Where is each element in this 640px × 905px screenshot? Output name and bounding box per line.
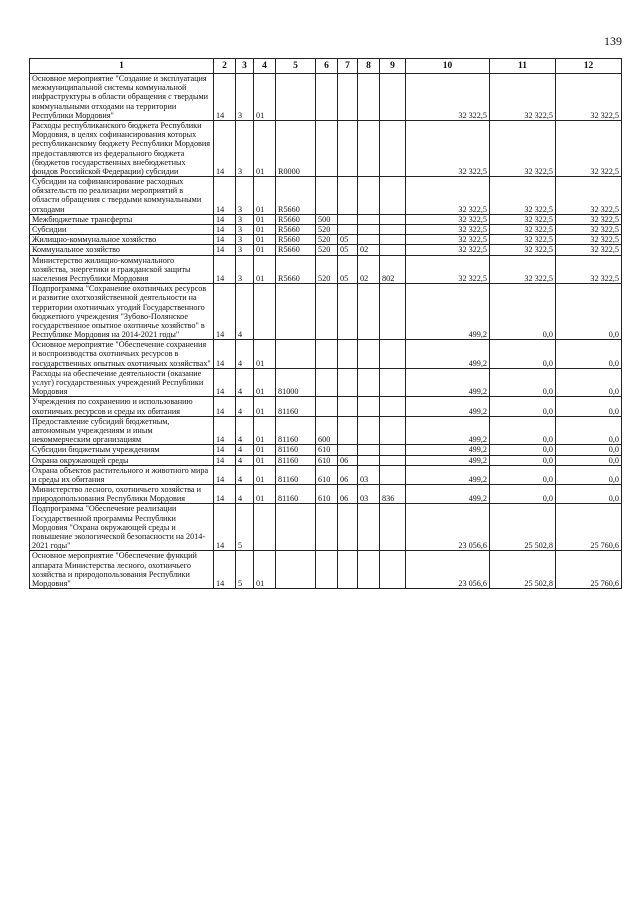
- cell-col-8: [358, 416, 380, 445]
- table-row: [30, 397, 622, 416]
- cell-col-9: [380, 416, 406, 445]
- cell-col-4: 01: [254, 455, 276, 465]
- cell-col-11: 0,0: [490, 445, 556, 455]
- cell-col-8: 02: [358, 255, 380, 284]
- row-description: Расходы республиканского бюджета Республики Мордовия, в целях софинансирования которых республиканскому бюджету Республики Мордовия предоставляются из федерального бюджета (бюджетов государственных внебюджетных фондов Российской Федерации) субсидии: [30, 120, 214, 176]
- cell-col-6: 520: [316, 255, 338, 284]
- row-description: Предоставление субсидий бюджетным, автономным учреждениям и иным некоммерческим организациям: [30, 416, 214, 445]
- table-row: [30, 255, 622, 284]
- cell-col-7: [338, 74, 358, 121]
- column-header: 2: [214, 59, 236, 74]
- cell-col-5: R5660: [276, 214, 316, 224]
- cell-col-6: 610: [316, 485, 338, 504]
- cell-col-7: [338, 225, 358, 235]
- cell-col-2: 14: [214, 397, 236, 416]
- cell-col-8: [358, 445, 380, 455]
- cell-col-8: 03: [358, 485, 380, 504]
- column-header: 11: [490, 59, 556, 74]
- cell-col-8: [358, 177, 380, 215]
- cell-col-5: R5660: [276, 225, 316, 235]
- cell-col-4: 01: [254, 416, 276, 445]
- cell-col-4: 01: [254, 120, 276, 176]
- cell-col-5: 81000: [276, 368, 316, 397]
- cell-col-11: 25 502,8: [490, 504, 556, 551]
- cell-col-7: [338, 340, 358, 369]
- cell-col-4: 01: [254, 368, 276, 397]
- cell-col-6: [316, 284, 338, 340]
- table-row: [30, 340, 622, 369]
- cell-col-4: 01: [254, 465, 276, 484]
- cell-col-3: 5: [236, 551, 254, 589]
- cell-col-5: [276, 340, 316, 369]
- cell-col-5: R5660: [276, 235, 316, 245]
- table-row: [30, 368, 622, 397]
- cell-col-6: 520: [316, 225, 338, 235]
- cell-col-11: 0,0: [490, 397, 556, 416]
- cell-col-8: [358, 284, 380, 340]
- column-header: 3: [236, 59, 254, 74]
- cell-col-8: [358, 214, 380, 224]
- cell-col-4: [254, 504, 276, 551]
- cell-col-2: 14: [214, 120, 236, 176]
- cell-col-10: 32 322,5: [406, 245, 490, 255]
- cell-col-12: 0,0: [556, 485, 622, 504]
- table-row: [30, 284, 622, 340]
- cell-col-7: 05: [338, 235, 358, 245]
- cell-col-12: 32 322,5: [556, 74, 622, 121]
- cell-col-8: [358, 225, 380, 235]
- cell-col-4: 01: [254, 397, 276, 416]
- cell-col-2: 14: [214, 445, 236, 455]
- cell-col-12: 0,0: [556, 368, 622, 397]
- page-number: 139: [604, 34, 622, 48]
- cell-col-6: [316, 120, 338, 176]
- cell-col-6: 520: [316, 245, 338, 255]
- cell-col-9: [380, 245, 406, 255]
- cell-col-5: [276, 504, 316, 551]
- cell-col-7: 05: [338, 245, 358, 255]
- cell-col-5: 81160: [276, 465, 316, 484]
- cell-col-4: 01: [254, 177, 276, 215]
- cell-col-10: 32 322,5: [406, 120, 490, 176]
- row-description: Субсидии: [30, 225, 214, 235]
- cell-col-7: [338, 284, 358, 340]
- cell-col-6: [316, 340, 338, 369]
- cell-col-3: 4: [236, 340, 254, 369]
- cell-col-12: 32 322,5: [556, 245, 622, 255]
- cell-col-3: 4: [236, 465, 254, 484]
- cell-col-11: 32 322,5: [490, 245, 556, 255]
- cell-col-9: [380, 214, 406, 224]
- table-header-row: [30, 59, 622, 74]
- cell-col-6: [316, 368, 338, 397]
- row-description: Министерство жилищно-коммунального хозяйства, энергетики и гражданской защиты населения Республики Мордовия: [30, 255, 214, 284]
- cell-col-12: 0,0: [556, 284, 622, 340]
- cell-col-12: 32 322,5: [556, 235, 622, 245]
- row-description: Министерство лесного, охотничьего хозяйства и природопользования Республики Мордовия: [30, 485, 214, 504]
- cell-col-11: 0,0: [490, 455, 556, 465]
- cell-col-7: [338, 551, 358, 589]
- cell-col-10: 499,2: [406, 368, 490, 397]
- cell-col-10: 499,2: [406, 284, 490, 340]
- cell-col-11: 0,0: [490, 465, 556, 484]
- cell-col-11: 32 322,5: [490, 177, 556, 215]
- cell-col-10: 499,2: [406, 485, 490, 504]
- cell-col-2: 14: [214, 214, 236, 224]
- cell-col-3: 3: [236, 74, 254, 121]
- cell-col-11: 32 322,5: [490, 235, 556, 245]
- cell-col-2: 14: [214, 485, 236, 504]
- table-row: [30, 551, 622, 589]
- table-row: [30, 214, 622, 224]
- cell-col-6: 610: [316, 465, 338, 484]
- cell-col-4: 01: [254, 74, 276, 121]
- cell-col-11: 25 502,8: [490, 551, 556, 589]
- table-row: [30, 455, 622, 465]
- cell-col-10: 499,2: [406, 465, 490, 484]
- cell-col-2: 14: [214, 225, 236, 235]
- cell-col-10: 499,2: [406, 416, 490, 445]
- cell-col-4: 01: [254, 225, 276, 235]
- cell-col-8: [358, 504, 380, 551]
- cell-col-12: 32 322,5: [556, 255, 622, 284]
- row-description: Жилищно-коммунальное хозяйство: [30, 235, 214, 245]
- cell-col-4: 01: [254, 214, 276, 224]
- cell-col-12: 25 760,6: [556, 504, 622, 551]
- table-body: [30, 74, 622, 589]
- cell-col-3: 5: [236, 504, 254, 551]
- row-description: Основное мероприятие "Создание и эксплуатация межмуниципальной системы коммунальной инфраструктуры в области обращения с твердыми коммунальными отходами на территории Республики Мордовия": [30, 74, 214, 121]
- cell-col-12: 0,0: [556, 416, 622, 445]
- cell-col-12: 0,0: [556, 445, 622, 455]
- column-header: 5: [276, 59, 316, 74]
- cell-col-11: 0,0: [490, 485, 556, 504]
- cell-col-4: 01: [254, 485, 276, 504]
- cell-col-2: 14: [214, 455, 236, 465]
- cell-col-9: [380, 235, 406, 245]
- cell-col-9: [380, 504, 406, 551]
- cell-col-6: [316, 177, 338, 215]
- cell-col-6: [316, 551, 338, 589]
- cell-col-3: 3: [236, 245, 254, 255]
- cell-col-11: 0,0: [490, 368, 556, 397]
- cell-col-9: [380, 177, 406, 215]
- table-row: [30, 177, 622, 215]
- row-description: Охрана объектов растительного и животного мира и среды их обитания: [30, 465, 214, 484]
- cell-col-7: [338, 445, 358, 455]
- cell-col-5: R5660: [276, 255, 316, 284]
- cell-col-9: [380, 397, 406, 416]
- cell-col-3: 4: [236, 416, 254, 445]
- column-header: 4: [254, 59, 276, 74]
- column-header: 1: [30, 59, 214, 74]
- table-row: [30, 120, 622, 176]
- cell-col-10: 23 056,6: [406, 504, 490, 551]
- column-header: 10: [406, 59, 490, 74]
- cell-col-11: 32 322,5: [490, 120, 556, 176]
- cell-col-11: 0,0: [490, 340, 556, 369]
- cell-col-5: 81160: [276, 455, 316, 465]
- cell-col-3: 3: [236, 214, 254, 224]
- row-description: Расходы на обеспечение деятельности (оказание услуг) государственных учреждений Республики Мордовия: [30, 368, 214, 397]
- column-header: 6: [316, 59, 338, 74]
- cell-col-8: [358, 235, 380, 245]
- row-description: Подпрограмма "Сохранение охотничьих ресурсов и развитие охотхозяйственной деятельности на территории охотничьих угодий Государственного бюджетного учреждения "Зубово-Полянское государственное опытное охотничье хозяйство" в Республике Мордовия на 2014-2021 годы": [30, 284, 214, 340]
- cell-col-6: 610: [316, 445, 338, 455]
- cell-col-9: [380, 465, 406, 484]
- cell-col-2: 14: [214, 284, 236, 340]
- table-row: [30, 485, 622, 504]
- cell-col-4: 01: [254, 445, 276, 455]
- cell-col-10: 32 322,5: [406, 214, 490, 224]
- cell-col-3: 3: [236, 225, 254, 235]
- cell-col-11: 32 322,5: [490, 225, 556, 235]
- cell-col-7: 06: [338, 485, 358, 504]
- cell-col-4: [254, 284, 276, 340]
- cell-col-8: [358, 455, 380, 465]
- cell-col-8: [358, 397, 380, 416]
- cell-col-2: 14: [214, 235, 236, 245]
- cell-col-8: [358, 368, 380, 397]
- cell-col-10: 32 322,5: [406, 74, 490, 121]
- cell-col-2: 14: [214, 368, 236, 397]
- row-description: Коммунальное хозяйство: [30, 245, 214, 255]
- cell-col-2: 14: [214, 504, 236, 551]
- cell-col-7: [338, 504, 358, 551]
- cell-col-6: [316, 74, 338, 121]
- cell-col-7: 06: [338, 465, 358, 484]
- cell-col-2: 14: [214, 255, 236, 284]
- row-description: Подпрограмма "Обеспечение реализации Государственной программы Республики Мордовия "Охрана окружающей среды и повышение экологической безопасности на 2014-2021 годы": [30, 504, 214, 551]
- cell-col-9: [380, 551, 406, 589]
- cell-col-11: 0,0: [490, 284, 556, 340]
- budget-table: [29, 58, 622, 589]
- cell-col-5: 81160: [276, 485, 316, 504]
- cell-col-6: [316, 504, 338, 551]
- cell-col-11: 0,0: [490, 416, 556, 445]
- cell-col-9: [380, 368, 406, 397]
- cell-col-7: [338, 416, 358, 445]
- cell-col-9: [380, 120, 406, 176]
- cell-col-8: [358, 74, 380, 121]
- table-row: [30, 504, 622, 551]
- cell-col-5: 81160: [276, 397, 316, 416]
- table-row: [30, 416, 622, 445]
- cell-col-10: 32 322,5: [406, 255, 490, 284]
- cell-col-7: [338, 397, 358, 416]
- cell-col-12: 0,0: [556, 465, 622, 484]
- cell-col-11: 32 322,5: [490, 255, 556, 284]
- cell-col-8: [358, 120, 380, 176]
- cell-col-3: 4: [236, 455, 254, 465]
- cell-col-7: 05: [338, 255, 358, 284]
- cell-col-2: 14: [214, 177, 236, 215]
- cell-col-7: [338, 368, 358, 397]
- cell-col-10: 32 322,5: [406, 177, 490, 215]
- cell-col-4: 01: [254, 551, 276, 589]
- cell-col-7: 06: [338, 455, 358, 465]
- table-row: [30, 74, 622, 121]
- cell-col-9: [380, 445, 406, 455]
- cell-col-2: 14: [214, 245, 236, 255]
- row-description: Субсидии на софинансирование расходных обязательств по реализации мероприятий в области обращения с твердыми коммунальными отходами: [30, 177, 214, 215]
- cell-col-8: 02: [358, 245, 380, 255]
- cell-col-3: 3: [236, 120, 254, 176]
- cell-col-3: 3: [236, 177, 254, 215]
- table-row: [30, 225, 622, 235]
- cell-col-12: 0,0: [556, 397, 622, 416]
- cell-col-8: [358, 340, 380, 369]
- cell-col-2: 14: [214, 340, 236, 369]
- column-header: 8: [358, 59, 380, 74]
- cell-col-3: 3: [236, 255, 254, 284]
- cell-col-3: 3: [236, 235, 254, 245]
- cell-col-3: 4: [236, 284, 254, 340]
- cell-col-10: 23 056,6: [406, 551, 490, 589]
- cell-col-12: 32 322,5: [556, 120, 622, 176]
- row-description: Субсидии бюджетным учреждениям: [30, 445, 214, 455]
- cell-col-10: 499,2: [406, 397, 490, 416]
- cell-col-3: 4: [236, 485, 254, 504]
- cell-col-10: 32 322,5: [406, 225, 490, 235]
- cell-col-10: 499,2: [406, 340, 490, 369]
- cell-col-5: [276, 284, 316, 340]
- cell-col-8: 03: [358, 465, 380, 484]
- row-description: Межбюджетные трансферты: [30, 214, 214, 224]
- cell-col-3: 4: [236, 445, 254, 455]
- column-header: 9: [380, 59, 406, 74]
- cell-col-10: 499,2: [406, 445, 490, 455]
- cell-col-10: 32 322,5: [406, 235, 490, 245]
- column-header: 12: [556, 59, 622, 74]
- table-row: [30, 465, 622, 484]
- cell-col-11: 32 322,5: [490, 74, 556, 121]
- cell-col-8: [358, 551, 380, 589]
- cell-col-12: 32 322,5: [556, 225, 622, 235]
- cell-col-9: [380, 284, 406, 340]
- cell-col-4: 01: [254, 340, 276, 369]
- cell-col-12: 32 322,5: [556, 214, 622, 224]
- cell-col-5: R5660: [276, 245, 316, 255]
- cell-col-5: [276, 551, 316, 589]
- cell-col-12: 0,0: [556, 455, 622, 465]
- cell-col-4: 01: [254, 245, 276, 255]
- cell-col-12: 25 760,6: [556, 551, 622, 589]
- cell-col-6: 500: [316, 214, 338, 224]
- cell-col-11: 32 322,5: [490, 214, 556, 224]
- cell-col-7: [338, 120, 358, 176]
- cell-col-2: 14: [214, 416, 236, 445]
- cell-col-5: 81160: [276, 445, 316, 455]
- table-row: [30, 245, 622, 255]
- cell-col-9: [380, 74, 406, 121]
- row-description: Основное мероприятие "Обеспечение сохранения и воспроизводства охотничьих ресурсов в государственных опытных охотничьих хозяйствах": [30, 340, 214, 369]
- cell-col-6: 600: [316, 416, 338, 445]
- row-description: Охрана окружающей среды: [30, 455, 214, 465]
- cell-col-6: 610: [316, 455, 338, 465]
- cell-col-7: [338, 177, 358, 215]
- cell-col-4: 01: [254, 255, 276, 284]
- cell-col-9: 836: [380, 485, 406, 504]
- table-row: [30, 445, 622, 455]
- row-description: Основное мероприятие "Обеспечение функций аппарата Министерства лесного, охотничьего хозяйства и природопользования Республики Мордовия": [30, 551, 214, 589]
- cell-col-12: 32 322,5: [556, 177, 622, 215]
- cell-col-9: [380, 455, 406, 465]
- cell-col-3: 4: [236, 397, 254, 416]
- row-description: Учреждения по сохранению и использованию охотничьих ресурсов и среды их обитания: [30, 397, 214, 416]
- cell-col-10: 499,2: [406, 455, 490, 465]
- cell-col-5: 81160: [276, 416, 316, 445]
- cell-col-6: 520: [316, 235, 338, 245]
- cell-col-4: 01: [254, 235, 276, 245]
- cell-col-5: [276, 74, 316, 121]
- cell-col-2: 14: [214, 551, 236, 589]
- column-header: 7: [338, 59, 358, 74]
- cell-col-3: 4: [236, 368, 254, 397]
- cell-col-9: 802: [380, 255, 406, 284]
- cell-col-9: [380, 340, 406, 369]
- cell-col-5: R0000: [276, 120, 316, 176]
- cell-col-6: [316, 397, 338, 416]
- cell-col-9: [380, 225, 406, 235]
- cell-col-7: [338, 214, 358, 224]
- cell-col-2: 14: [214, 465, 236, 484]
- cell-col-5: R5660: [276, 177, 316, 215]
- cell-col-2: 14: [214, 74, 236, 121]
- table-row: [30, 235, 622, 245]
- cell-col-12: 0,0: [556, 340, 622, 369]
